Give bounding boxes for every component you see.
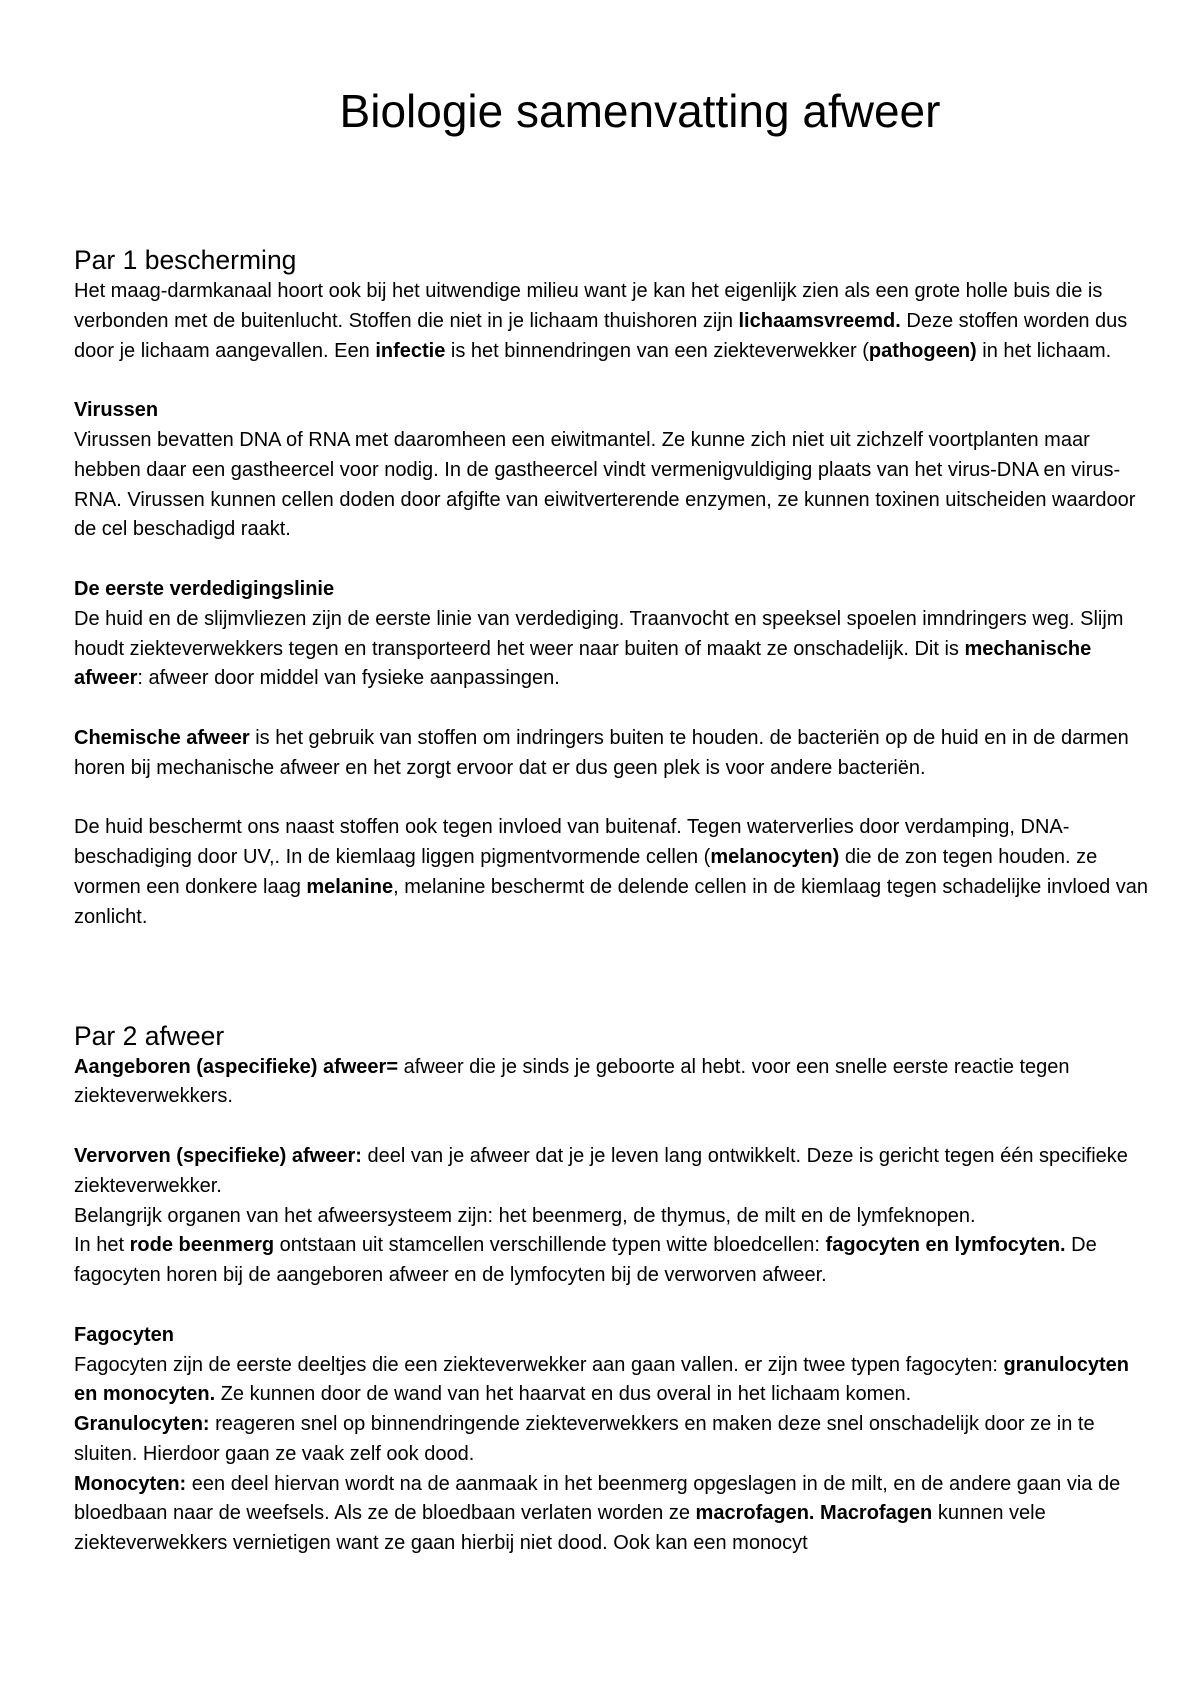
section-heading-par2: Par 2 afweer xyxy=(74,1020,225,1051)
bold-term: Monocyten: xyxy=(74,1472,187,1495)
document-body xyxy=(74,243,1149,1559)
bold-term: Granulocyten: xyxy=(74,1413,210,1436)
text-run: ontstaan uit stamcellen verschillende typen witte bloedcellen: xyxy=(274,1234,826,1257)
text-run: In het xyxy=(74,1234,130,1257)
text-run: , melanine beschermt de delende cellen in de kiemlaag tegen schadelijke invloed van zonlicht. xyxy=(74,875,1148,928)
bold-term: Aangeboren (aspecifieke) afweer= xyxy=(74,1055,399,1078)
subheading-virussen: Virussen xyxy=(74,399,159,422)
paragraph-verworven-afweer xyxy=(74,1142,1149,1202)
bold-term: granulocyten en monocyten. xyxy=(74,1353,1130,1406)
paragraph-intro xyxy=(74,277,1149,366)
bold-term: fagocyten en lymfocyten. xyxy=(825,1234,1066,1257)
text-run: Fagocyten zijn de eerste deeltjes die een ziekteverwekker aan gaan vallen. er zijn twee typen fagocyten: xyxy=(74,1353,1004,1376)
text-run: De fagocyten horen bij de aangeboren afweer en de lymfocyten bij de verworven afweer. xyxy=(74,1234,1097,1287)
paragraph-aangeboren-afweer xyxy=(74,1053,1149,1113)
bold-term: pathogeen) xyxy=(868,339,977,362)
bold-term: melanine xyxy=(306,875,394,898)
bold-term: mechanische afweer xyxy=(74,637,1092,690)
text-run: afweer die je sinds je geboorte al hebt. voor een snelle eerste reactie tegen ziekteverwekkers. xyxy=(74,1055,1070,1108)
text-run: : afweer door middel van fysieke aanpassingen. xyxy=(137,667,560,690)
paragraph-verdedigingslinie xyxy=(74,605,1149,694)
paragraph-beenmerg xyxy=(74,1231,1149,1291)
text-run: is het binnendringen van een ziekteverwekker ( xyxy=(445,339,869,362)
bold-term: Chemische afweer xyxy=(74,726,250,749)
bold-term: rode beenmerg xyxy=(129,1234,275,1257)
text-run: die de zon tegen houden. ze vormen een donkere laag xyxy=(74,846,1098,898)
text-run: kunnen vele ziekteverwekkers vernietigen want ze gaan hierbij niet dood. Ook kan een monocyt xyxy=(74,1502,1046,1555)
section-heading-par1: Par 1 bescherming xyxy=(74,245,297,275)
bold-term: melanocyten) xyxy=(710,846,840,869)
text-run: Virussen bevatten DNA of RNA met daaromheen een eiwitmantel. Ze kunne zich niet uit zichzelf voortplanten maar hebben daar een gastheercel voor nodig. In de gastheercel vindt vermenigvuldiging plaats van het virus-DNA en virus-RNA. Virussen kunnen cellen doden door afgifte van eiwitverterende enzymen, ze kunnen toxinen uitscheiden waardoor de cel beschadigd raakt. xyxy=(74,428,1136,541)
paragraph-chemische-afweer xyxy=(74,724,1149,784)
paragraph-virussen xyxy=(74,426,1149,545)
bold-term: lichaamsvreemd. xyxy=(738,309,901,332)
paragraph-organen xyxy=(74,1202,1149,1232)
bold-term: infectie xyxy=(375,339,446,362)
text-run: in het lichaam. xyxy=(976,339,1112,362)
text-run: De huid en de slijmvliezen zijn de eerste linie van verdediging. Traanvocht en speeksel spoelen imndringers weg. Slijm houdt ziekteverwekkers tegen en transporteerd het weer naar buiten of maakt ze onschadelijk. Dit is xyxy=(74,607,1124,660)
text-run: Het maag-darmkanaal hoort ook bij het uitwendige milieu want je kan het eigenlijk zien als een grote holle buis die is verbonden met de buitenlucht. Stoffen die niet in je lichaam thuishoren zijn xyxy=(74,280,1103,332)
paragraph-fagocyten xyxy=(74,1351,1149,1411)
paragraph-huid xyxy=(74,813,1149,932)
text-run: een deel hiervan wordt na de aanmaak in het beenmerg opgeslagen in de milt, en de andere gaan via de bloedbaan naar de weefsels. Als ze de bloedbaan verlaten worden ze xyxy=(74,1472,1121,1525)
text-run: Belangrijk organen van het afweersysteem zijn: het beenmerg, de thymus, de milt en de lymfeknopen. xyxy=(74,1204,976,1227)
text-run: De huid beschermt ons naast stoffen ook tegen invloed van buitenaf. Tegen waterverlies door verdamping, DNA-beschadiging door UV,. In de kiemlaag liggen pigmentvormende cellen ( xyxy=(74,816,1070,869)
subheading-verdedigingslinie: De eerste verdedigingslinie xyxy=(74,577,335,600)
bold-term: Vervorven (specifieke) afweer: xyxy=(74,1144,362,1167)
text-run: deel van je afweer dat je je leven lang ontwikkelt. Deze is gericht tegen één specifieke ziekteverwekker. xyxy=(74,1144,1128,1197)
document-title: Biologie samenvatting afweer xyxy=(339,85,941,137)
paragraph-granulocyten xyxy=(74,1410,1149,1470)
bold-term: macrofagen. Macrofagen xyxy=(695,1502,933,1525)
text-run: reageren snel op binnendringende ziekteverwekkers en maken deze snel onschadelijk door ze in te sluiten. Hierdoor gaan ze vaak zelf ook dood. xyxy=(74,1413,1095,1465)
subheading-fagocyten: Fagocyten xyxy=(74,1323,175,1346)
text-run: Ze kunnen door de wand van het haarvat en dus overal in het lichaam komen. xyxy=(215,1383,912,1406)
text-run: is het gebruik van stoffen om indringers buiten te houden. de bacteriën op de huid en in de darmen horen bij mechanische afweer en het zorgt ervoor dat er dus geen plek is voor andere bacteriën. xyxy=(74,726,1129,779)
paragraph-monocyten xyxy=(74,1470,1149,1559)
text-run: Deze stoffen worden dus door je lichaam aangevallen. Een xyxy=(74,309,1128,362)
